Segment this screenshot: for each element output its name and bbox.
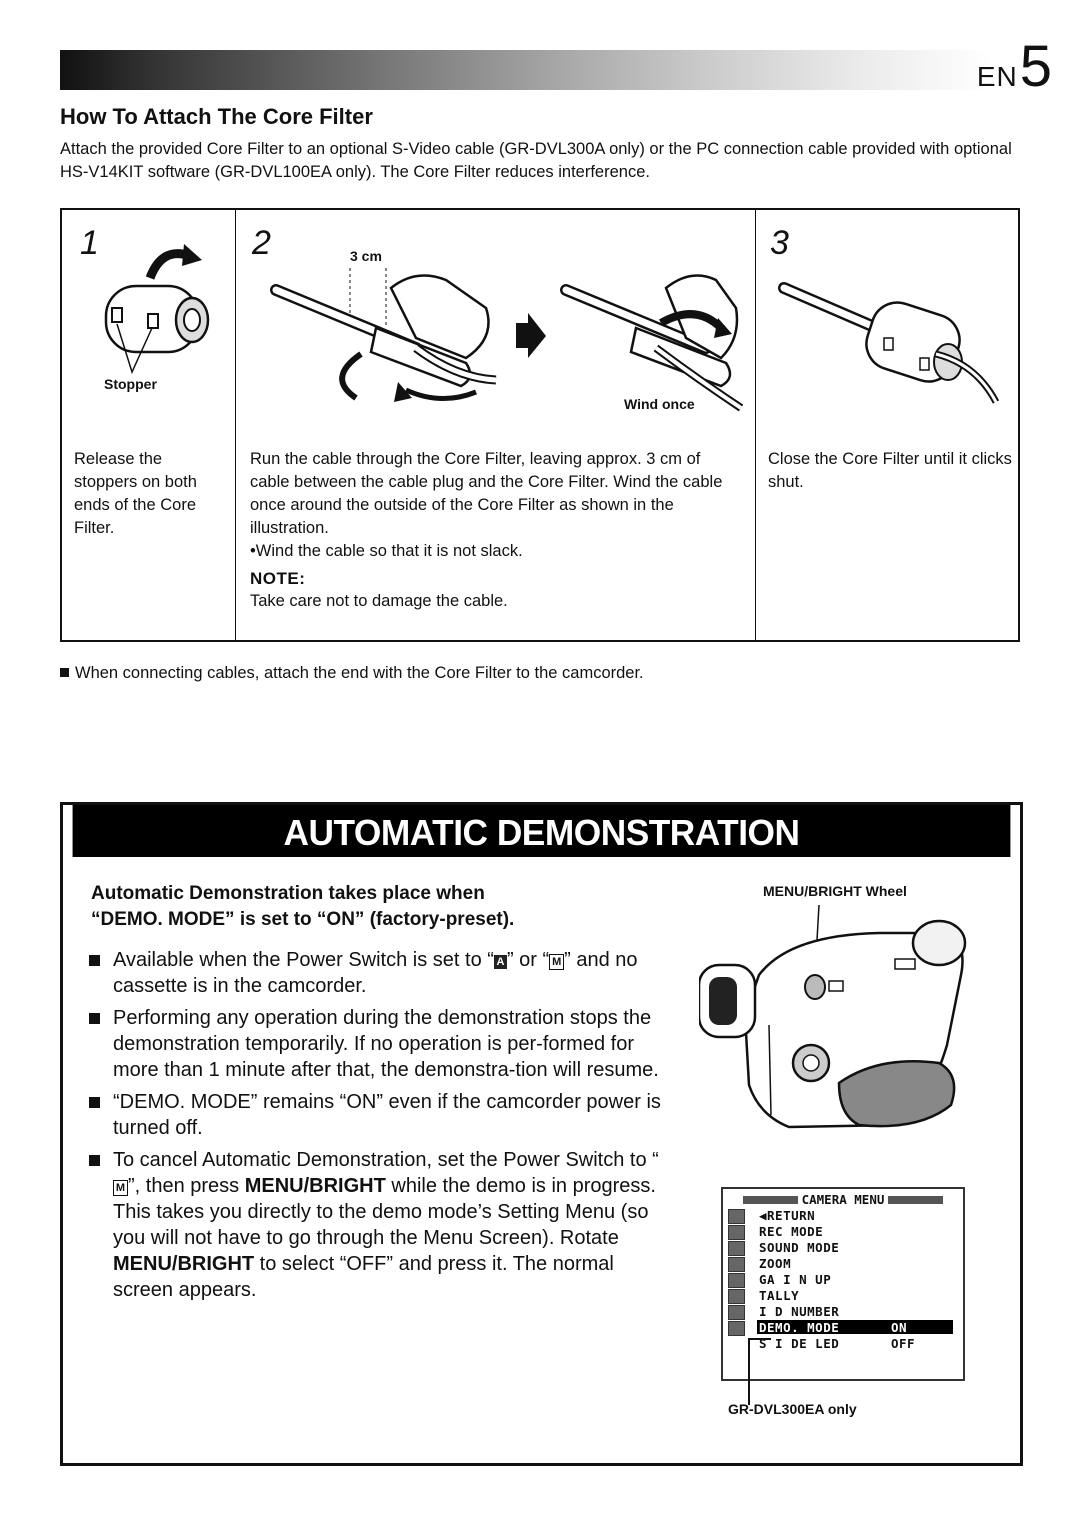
demo-subtitle: Automatic Demonstration takes place when “DEMO. MODE” is set to “ON” (factory-preset). (91, 883, 515, 930)
wind-once-label: Wind once (624, 396, 695, 412)
note-heading: NOTE: (250, 569, 306, 588)
step-3-text: Close the Core Filter until it clicks shut. (768, 450, 1012, 491)
step-3-number: 3 (770, 224, 789, 262)
list-item: “DEMO. MODE” remains “ON” even if the camcorder power is turned off. (89, 1089, 669, 1141)
bullet-square-icon (89, 1155, 100, 1166)
model-only-label: GR-DVL300EA only (728, 1401, 857, 1417)
manual-mode-icon: M (549, 954, 564, 970)
bullet-square-icon (89, 955, 100, 966)
menu-item-return[interactable]: ◀RETURN (759, 1208, 816, 1223)
manual-icon (728, 1305, 745, 1320)
list-item: To cancel Automatic Demonstration, set the Power Switch to “M ”, then press MENU/BRIGHT while the demo is in progress. This takes you directly to the demo mode’s Setting Menu (so you will not have to go through the Menu Screen). Rotate MENU/BRIGHT to select “OFF” and press it. The normal screen appears. (89, 1147, 669, 1303)
step-1-number: 1 (80, 224, 99, 262)
rec-mode-icon (728, 1225, 745, 1240)
callout-line (743, 1337, 773, 1407)
header-gradient-bar (60, 50, 990, 90)
step-1-column (62, 210, 236, 640)
note-text: Take care not to damage the cable. (250, 592, 508, 610)
return-icon (728, 1209, 745, 1224)
core-filter-open-illustration (92, 238, 222, 388)
menu-item-tally[interactable]: TALLY (759, 1288, 800, 1303)
list-item: Performing any operation during the demonstration stops the demonstration temporarily. If no operation is per-formed for more than 1 minute after that, the demonstra-tion will resume. (89, 1005, 669, 1083)
step-1-text: Release the stoppers on both ends of the Core Filter. (74, 450, 197, 537)
demo-mode-value: ON (891, 1320, 908, 1335)
menu-bright-wheel-label: MENU/BRIGHT Wheel (763, 883, 907, 899)
bullet-square-icon (89, 1097, 100, 1108)
demo-bullet-list (89, 947, 669, 1309)
page-number: EN5 (976, 34, 1052, 99)
list-item: Available when the Power Switch is set to “ A ” or “ M ” and no cassette is in the camcorder. (89, 947, 669, 999)
connecting-note: When connecting cables, attach the end with the Core Filter to the camcorder. (60, 664, 644, 683)
menu-item-zoom[interactable]: ZOOM (759, 1256, 792, 1271)
menu-item-id-number[interactable]: I D NUMBER (759, 1304, 840, 1319)
stopper-label: Stopper (104, 376, 157, 392)
steps-table (60, 208, 1020, 642)
core-filter-closed-illustration (776, 274, 1006, 404)
auto-manual-icon (728, 1289, 745, 1304)
demo-section (60, 802, 1023, 1466)
menu-item-gain-up[interactable]: GA I N UP (759, 1272, 832, 1287)
section-title: How To Attach The Core Filter (60, 104, 373, 129)
three-cm-label: 3 cm (350, 248, 382, 264)
auto-mode-icon: A (494, 955, 507, 969)
bullet-square-icon (89, 1013, 100, 1024)
step-2-column (236, 210, 756, 640)
bullet-square-icon (60, 668, 69, 677)
step-2-number: 2 (252, 224, 271, 262)
manual-mode-icon: M (113, 1180, 128, 1196)
menu-title: CAMERA MENU (743, 1193, 943, 1206)
camcorder-illustration (699, 905, 979, 1155)
sound-icon (728, 1241, 745, 1256)
intro-paragraph: Attach the provided Core Filter to an optional S-Video cable (GR-DVL300A only) or the PC connection cable provided with optional HS-V14KIT software (GR-DVL100EA only). The Core Filter reduces interference. (60, 140, 1012, 181)
gain-icon (728, 1273, 745, 1288)
menu-item-demo-mode[interactable]: DEMO. MODE (759, 1320, 840, 1335)
zoom-icon (728, 1257, 745, 1272)
clock-icon (728, 1321, 745, 1336)
step-2-text: Run the cable through the Core Filter, leaving approx. 3 cm of cable between the cable plug and the Core Filter. Wind the cable once around the outside of the Core Filter as shown in the illustration. (250, 450, 723, 537)
menu-item-side-led[interactable]: S I DE LED (759, 1336, 840, 1351)
step-3-column (756, 210, 1018, 640)
menu-item-sound-mode[interactable]: SOUND MODE (759, 1240, 840, 1255)
step-2-bullet: •Wind the cable so that it is not slack. (250, 542, 523, 560)
demo-banner: AUTOMATIC DEMONSTRATION (73, 805, 1011, 857)
step-2-text-block (250, 448, 740, 613)
side-led-value: OFF (891, 1336, 916, 1351)
menu-item-rec-mode[interactable]: REC MODE (759, 1224, 824, 1239)
